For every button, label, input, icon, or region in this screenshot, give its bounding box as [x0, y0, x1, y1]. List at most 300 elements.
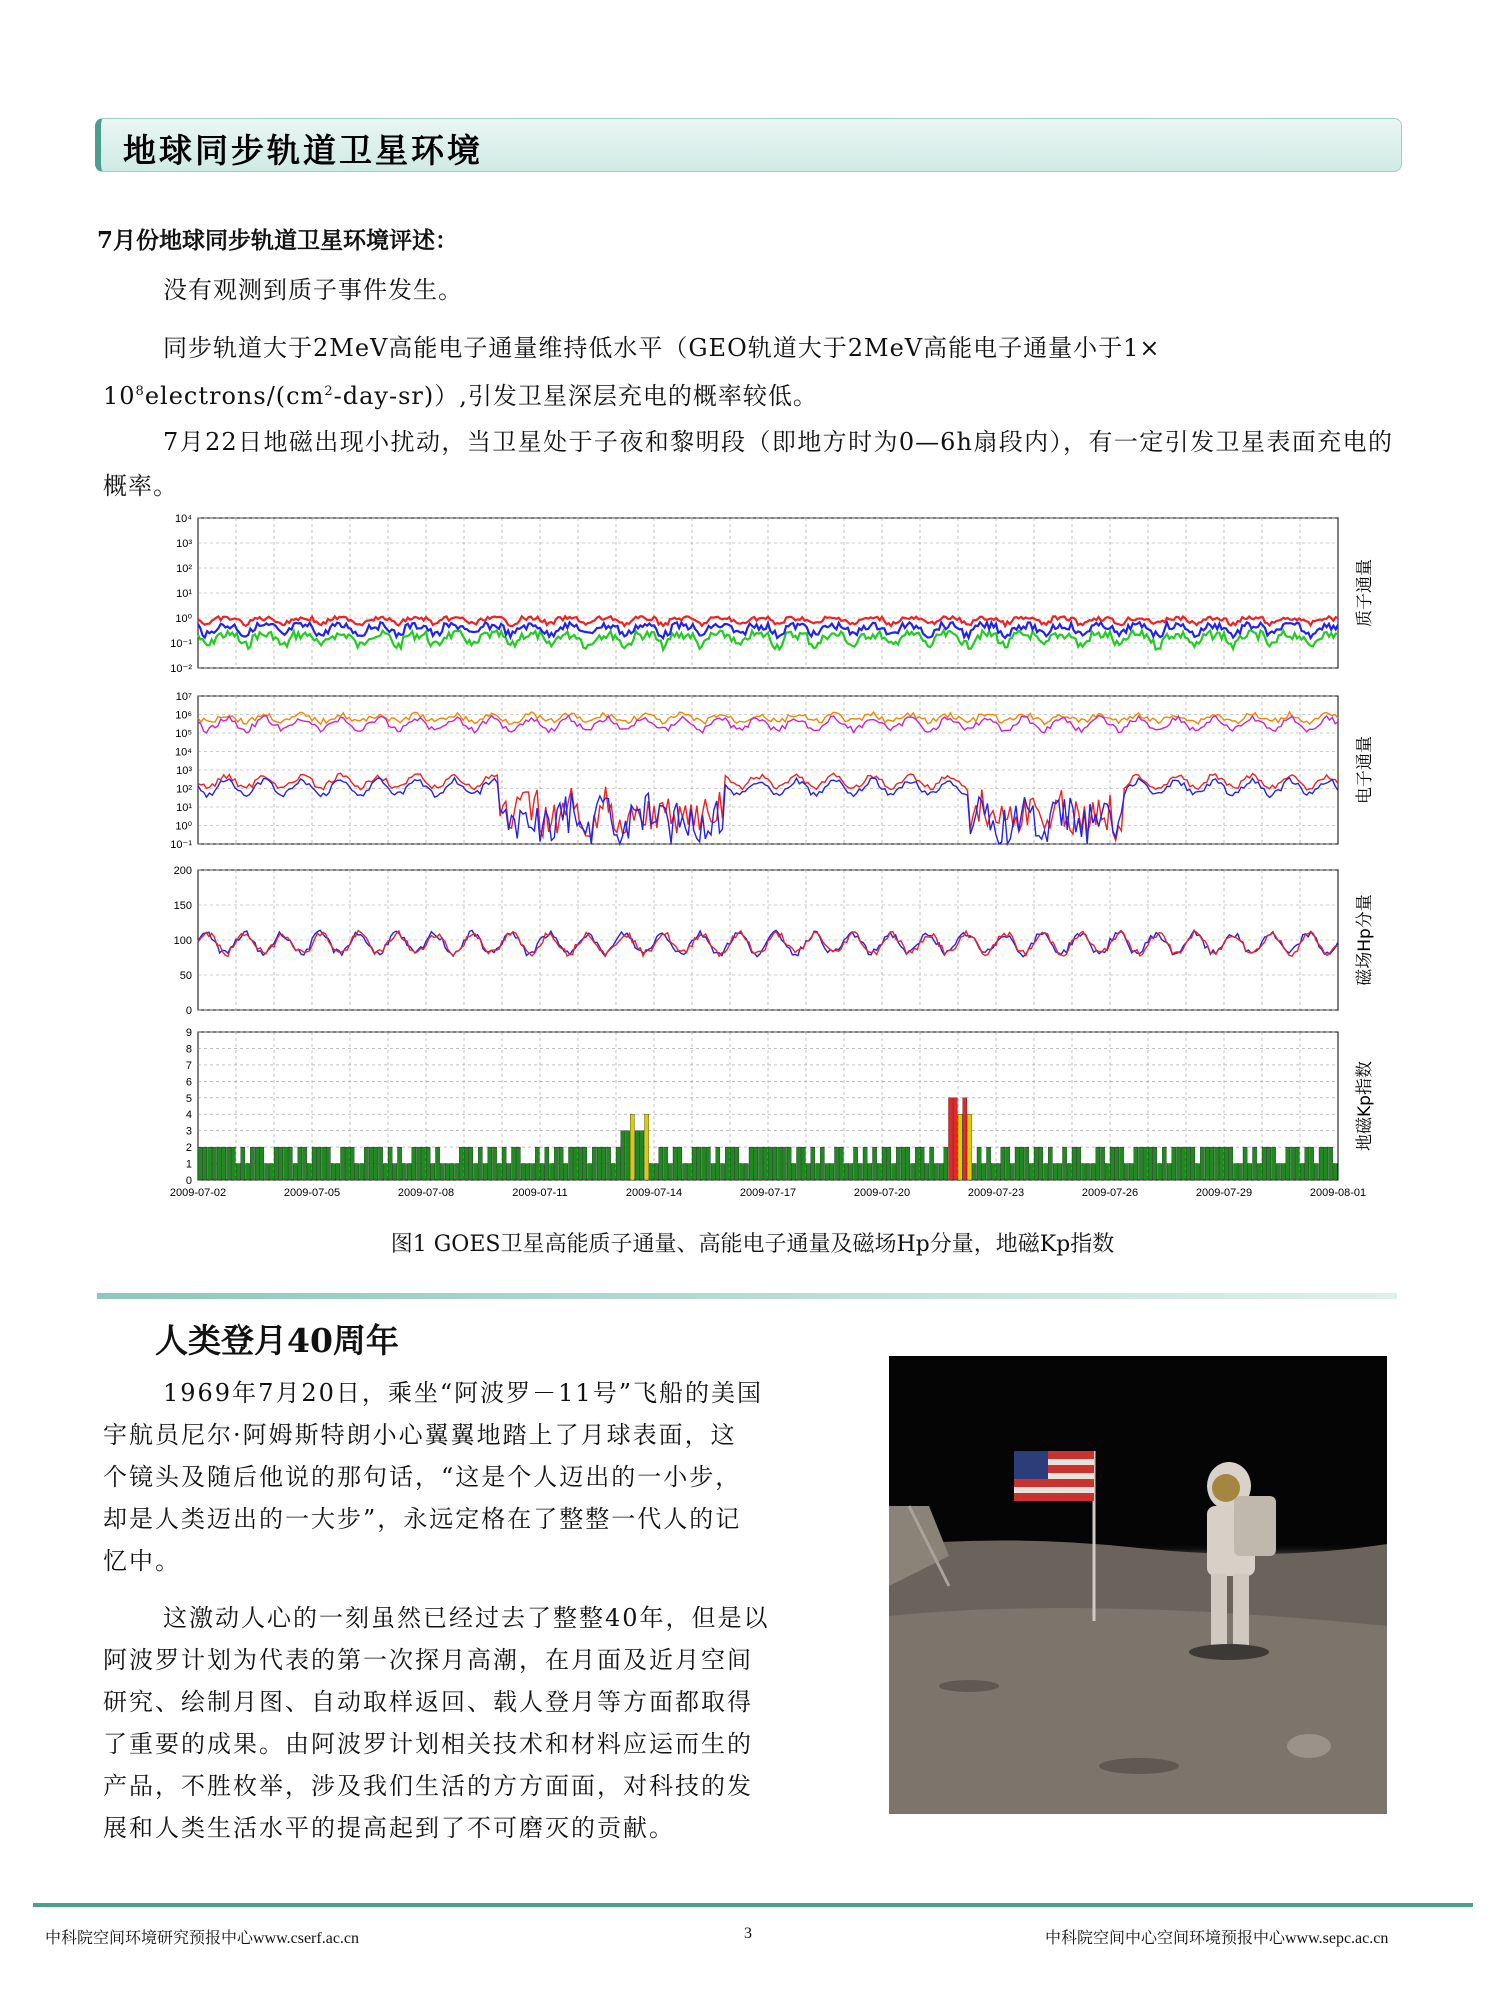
kp-bar	[958, 1114, 962, 1180]
kp-bar	[630, 1114, 634, 1180]
kp-bar	[816, 1164, 820, 1180]
kp-bar	[431, 1164, 435, 1180]
kp-bar	[1115, 1147, 1119, 1180]
kp-bar	[1305, 1147, 1309, 1180]
kp-bar	[744, 1164, 748, 1180]
kp-bar	[806, 1164, 810, 1180]
kp-bar	[825, 1164, 829, 1180]
kp-bar	[740, 1164, 744, 1180]
y-tick-label: 10⁷	[175, 691, 192, 703]
kp-bar	[1276, 1164, 1280, 1180]
kp-bar	[469, 1147, 473, 1180]
kp-bar	[668, 1164, 672, 1180]
y-tick-label: 10⁰	[175, 613, 192, 625]
kp-bar	[906, 1147, 910, 1180]
kp-bar	[797, 1147, 801, 1180]
kp-bar	[588, 1164, 592, 1180]
kp-bar	[483, 1164, 487, 1180]
kp-bar	[474, 1164, 478, 1180]
kp-bar	[222, 1147, 226, 1180]
y-tick-label: 10⁻¹	[170, 839, 192, 851]
figure-caption: 图1 GOES卫星高能质子通量、高能电子通量及磁场Hp分量，地磁Kp指数	[390, 1232, 1115, 1257]
moon-p2-line: 研究、绘制月图、自动取样返回、载人登月等方面都取得	[103, 1688, 753, 1716]
kp-bar	[255, 1147, 259, 1180]
kp-bar	[212, 1147, 216, 1180]
kp-bar	[987, 1147, 991, 1180]
paragraph-electron-line1: 同步轨道大于2MeV高能电子通量维持低水平（GEO轨道大于2MeV高能电子通量小于1×	[163, 334, 1161, 362]
moon-p2-line: 产品，不胜枚举，涉及我们生活的方方面面，对科技的发	[103, 1772, 753, 1800]
kp-bar	[269, 1164, 273, 1180]
kp-bar	[231, 1147, 235, 1180]
page-number: 3	[744, 1925, 752, 1942]
x-tick-label: 2009-07-14	[625, 1187, 683, 1199]
kp-bar	[464, 1147, 468, 1180]
kp-bar	[1167, 1164, 1171, 1180]
moon-p1-line: 个镜头及随后他说的那句话，“这是个人迈出的一小步，	[103, 1463, 742, 1491]
y-tick-label: 200	[173, 865, 192, 877]
kp-bar	[450, 1164, 454, 1180]
kp-bar	[531, 1164, 535, 1180]
kp-bar	[388, 1147, 392, 1180]
kp-bar	[915, 1147, 919, 1180]
kp-bar	[1010, 1164, 1014, 1180]
kp-bar	[336, 1164, 340, 1180]
x-tick-label: 2009-07-20	[853, 1187, 911, 1199]
kp-bar	[877, 1164, 881, 1180]
kp-bar	[279, 1147, 283, 1180]
y-tick-label: 10²	[176, 563, 192, 575]
kp-bar	[1015, 1147, 1019, 1180]
kp-bar	[341, 1147, 345, 1180]
kp-bar	[820, 1147, 824, 1180]
kp-bar	[1039, 1147, 1043, 1180]
kp-bar	[1105, 1164, 1109, 1180]
x-tick-label: 2009-07-11	[512, 1187, 568, 1199]
y-tick-label: 1	[185, 1158, 192, 1171]
moon-paragraph-2	[103, 1597, 868, 1849]
kp-bar	[968, 1114, 972, 1180]
kp-bar	[706, 1147, 710, 1180]
kp-bar	[236, 1164, 240, 1180]
kp-bar	[1234, 1164, 1238, 1180]
kp-bar	[507, 1164, 511, 1180]
kp-bar	[763, 1147, 767, 1180]
kp-bar	[1191, 1147, 1195, 1180]
kp-bar	[934, 1164, 938, 1180]
kp-bar	[892, 1164, 896, 1180]
kp-bar	[417, 1147, 421, 1180]
kp-bar	[1300, 1164, 1304, 1180]
kp-bar	[773, 1147, 777, 1180]
x-tick-label: 2009-07-23	[967, 1187, 1025, 1199]
moon-p1-line: 却是人类迈出的一大步”，永远定格在了整整一代人的记	[103, 1505, 742, 1533]
kp-bar	[592, 1147, 596, 1180]
moon-p2-line: 展和人类生活水平的提高起到了不可磨灭的贡献。	[103, 1814, 675, 1842]
kp-bar	[478, 1147, 482, 1180]
kp-bar	[512, 1147, 516, 1180]
kp-bar	[1082, 1164, 1086, 1180]
footer-rule	[33, 1903, 1473, 1907]
x-tick-label: 2009-07-02	[169, 1187, 227, 1199]
moon-section-title: 人类登月40周年	[155, 1321, 399, 1360]
kp-bar	[759, 1147, 763, 1180]
kp-bar	[896, 1147, 900, 1180]
kp-bar	[1310, 1147, 1314, 1180]
kp-bar	[849, 1164, 853, 1180]
kp-bar	[1238, 1164, 1242, 1180]
kp-bar	[1129, 1164, 1133, 1180]
kp-bar	[730, 1147, 734, 1180]
kp-bar	[839, 1147, 843, 1180]
kp-bar	[678, 1147, 682, 1180]
kp-bar	[573, 1147, 577, 1180]
kp-bar	[607, 1147, 611, 1180]
kp-bar	[369, 1147, 373, 1180]
kp-bar	[1267, 1147, 1271, 1180]
x-tick-label: 2009-07-05	[283, 1187, 341, 1199]
kp-bar	[1177, 1147, 1181, 1180]
y-tick-label: 10³	[176, 765, 192, 777]
y-tick-label: 5	[185, 1092, 192, 1105]
moon-p2-line: 了重要的成果。由阿波罗计划相关技术和材料应运而生的	[103, 1730, 753, 1758]
kp-bar	[830, 1164, 834, 1180]
kp-bar	[265, 1164, 269, 1180]
kp-bar	[697, 1147, 701, 1180]
x-tick-label: 2009-07-08	[397, 1187, 455, 1199]
kp-bar	[925, 1164, 929, 1180]
y-tick-label: 10²	[176, 783, 192, 796]
kp-bar	[687, 1164, 691, 1180]
kp-bar	[597, 1147, 601, 1180]
kp-bar	[1143, 1147, 1147, 1180]
kp-bar	[488, 1147, 492, 1180]
y-tick-label: 7	[185, 1059, 192, 1072]
y-tick-label: 10⁵	[175, 728, 192, 740]
kp-bar	[521, 1164, 525, 1180]
moon-p1-line: 宇航员尼尔·阿姆斯特朗小心翼翼地踏上了月球表面，这	[103, 1421, 737, 1449]
kp-bar	[659, 1147, 663, 1180]
kp-bar	[1006, 1147, 1010, 1180]
y-tick-label: 8	[185, 1043, 192, 1056]
y-tick-label: 6	[185, 1076, 192, 1089]
y-tick-label: 4	[185, 1109, 192, 1122]
kp-bar	[711, 1164, 715, 1180]
kp-bar	[626, 1131, 630, 1180]
kp-bar	[284, 1147, 288, 1180]
kp-bar	[1025, 1147, 1029, 1180]
kp-bar	[412, 1147, 416, 1180]
kp-bar	[426, 1147, 430, 1180]
kp-bar	[611, 1164, 615, 1180]
kp-bar	[402, 1164, 406, 1180]
panel-right-label: 地磁Kp指数	[1355, 1061, 1375, 1151]
y-tick-label: 150	[173, 900, 192, 912]
kp-bar	[702, 1147, 706, 1180]
kp-bar	[208, 1147, 212, 1180]
moon-p1-line: 忆中。	[103, 1547, 181, 1575]
x-tick-label: 2009-07-26	[1081, 1187, 1139, 1199]
kp-bar	[1229, 1147, 1233, 1180]
kp-bar	[991, 1164, 995, 1180]
kp-bar	[1333, 1164, 1337, 1180]
kp-bar	[616, 1147, 620, 1180]
panel-right-label: 电子通量	[1355, 736, 1375, 804]
kp-bar	[1091, 1164, 1095, 1180]
kp-bar	[754, 1147, 758, 1180]
kp-bar	[645, 1114, 649, 1180]
y-tick-label: 10⁰	[175, 820, 192, 833]
kp-bar	[440, 1164, 444, 1180]
kp-bar	[635, 1131, 639, 1180]
kp-bar	[1053, 1164, 1057, 1180]
flux-exponent: 8	[135, 384, 145, 399]
kp-bar	[578, 1147, 582, 1180]
kp-bar	[241, 1147, 245, 1180]
kp-bar	[360, 1164, 364, 1180]
section-title: 地球同步轨道卫星环境	[123, 131, 483, 170]
paragraph-geomagnetic: 7月22日地磁出现小扰动，当卫星处于子夜和黎明段（即地方时为0—6h扇段内），有一定引发卫星表面充电的概率。	[103, 428, 1393, 500]
kp-bar	[374, 1147, 378, 1180]
kp-bar	[1253, 1147, 1257, 1180]
kp-bar	[1120, 1147, 1124, 1180]
kp-bar	[583, 1147, 587, 1180]
y-tick-label: 10¹	[176, 588, 192, 600]
paragraph-electron-line2	[103, 370, 1393, 418]
y-tick-label: 10⁻¹	[170, 638, 192, 650]
kp-bar	[930, 1147, 934, 1180]
kp-bar	[901, 1147, 905, 1180]
kp-bar	[1001, 1147, 1005, 1180]
kp-bar	[1148, 1147, 1152, 1180]
y-tick-label: 0	[185, 1005, 192, 1017]
y-tick-label: 2	[185, 1142, 192, 1155]
kp-bar	[602, 1147, 606, 1180]
kp-bar	[721, 1164, 725, 1180]
kp-bar	[298, 1147, 302, 1180]
kp-bar	[217, 1147, 221, 1180]
kp-bar	[398, 1147, 402, 1180]
kp-bar	[1072, 1147, 1076, 1180]
paragraph-proton: 没有观测到质子事件发生。	[163, 276, 463, 304]
review-heading: 7月份地球同步轨道卫星环境评述：	[97, 227, 459, 254]
kp-bar	[1329, 1147, 1333, 1180]
kp-bar	[569, 1147, 573, 1180]
kp-bar	[445, 1164, 449, 1180]
kp-bar	[1134, 1147, 1138, 1180]
kp-bar	[963, 1098, 967, 1180]
kp-bar	[1044, 1164, 1048, 1180]
kp-bar	[317, 1147, 321, 1180]
y-tick-label: 10⁶	[175, 709, 192, 722]
kp-bar	[1219, 1147, 1223, 1180]
paragraph-electron	[103, 326, 1393, 418]
y-tick-label: 100	[173, 935, 192, 947]
kp-bar	[1058, 1164, 1062, 1180]
kp-bar	[260, 1147, 264, 1180]
kp-bar	[1162, 1147, 1166, 1180]
kp-bar	[1243, 1147, 1247, 1180]
kp-bar	[811, 1147, 815, 1180]
kp-bar	[1077, 1147, 1081, 1180]
kp-bar	[725, 1147, 729, 1180]
kp-bar	[350, 1147, 354, 1180]
kp-bar	[227, 1147, 231, 1180]
kp-bar	[1086, 1164, 1090, 1180]
kp-bar	[540, 1164, 544, 1180]
kp-bar	[621, 1131, 625, 1180]
kp-bar	[782, 1147, 786, 1180]
kp-bar	[844, 1164, 848, 1180]
kp-bar	[1262, 1147, 1266, 1180]
kp-bar	[497, 1164, 501, 1180]
kp-bar	[459, 1147, 463, 1180]
moon-paragraph-1	[103, 1372, 868, 1582]
kp-bar	[664, 1147, 668, 1180]
kp-bar	[972, 1164, 976, 1180]
kp-bar	[1319, 1147, 1323, 1180]
kp-bar	[977, 1147, 981, 1180]
kp-bar	[801, 1147, 805, 1180]
kp-bar	[882, 1147, 886, 1180]
kp-bar	[939, 1164, 943, 1180]
kp-bar	[383, 1164, 387, 1180]
kp-bar	[854, 1147, 858, 1180]
section-divider	[97, 1293, 1397, 1299]
kp-bar	[355, 1164, 359, 1180]
kp-bar	[1096, 1147, 1100, 1180]
kp-bar	[1272, 1147, 1276, 1180]
kp-bar	[1314, 1164, 1318, 1180]
kp-bar	[1124, 1164, 1128, 1180]
kp-bar	[1139, 1147, 1143, 1180]
panel-right-label: 磁场Hp分量	[1355, 894, 1375, 986]
kp-bar	[1205, 1147, 1209, 1180]
kp-bar	[274, 1147, 278, 1180]
y-tick-label: 10⁻²	[170, 663, 192, 675]
kp-bar	[364, 1147, 368, 1180]
kp-bar	[873, 1147, 877, 1180]
footer-right: 中科院空间中心空间环境预报中心www.sepc.ac.cn	[1045, 1930, 1389, 1947]
kp-bar	[1248, 1164, 1252, 1180]
paragraph-electron-end: -day-sr)）,引发卫星深层充电的概率较低。	[333, 382, 818, 410]
kp-bar	[1291, 1147, 1295, 1180]
y-tick-label: 9	[185, 1027, 192, 1039]
kp-bar	[345, 1147, 349, 1180]
kp-bar	[735, 1147, 739, 1180]
unit-exponent: 2	[324, 384, 334, 399]
kp-bar	[911, 1164, 915, 1180]
kp-bar	[692, 1147, 696, 1180]
kp-bar	[1172, 1147, 1176, 1180]
kp-bar	[250, 1147, 254, 1180]
kp-bar	[996, 1164, 1000, 1180]
kp-bar	[792, 1164, 796, 1180]
kp-bar	[1224, 1147, 1228, 1180]
panel-right-label: 质子通量	[1355, 559, 1375, 627]
kp-bar	[554, 1147, 558, 1180]
apollo-moon-photo	[889, 1356, 1387, 1814]
flux-unit: electrons/(cm	[144, 382, 325, 410]
section-banner	[95, 118, 1402, 172]
kp-bar	[550, 1164, 554, 1180]
kp-bar	[545, 1147, 549, 1180]
kp-bar	[1295, 1147, 1299, 1180]
kp-bar	[322, 1147, 326, 1180]
y-tick-label: 10³	[176, 538, 192, 550]
kp-bar	[559, 1147, 563, 1180]
x-tick-label: 2009-08-01	[1309, 1187, 1367, 1199]
kp-bar	[1020, 1147, 1024, 1180]
y-tick-label: 10⁴	[175, 746, 192, 759]
kp-bar	[835, 1147, 839, 1180]
moon-p2-line: 阿波罗计划为代表的第一次探月高潮，在月面及近月空间	[103, 1646, 753, 1674]
kp-bar	[493, 1147, 497, 1180]
kp-bar	[944, 1147, 948, 1180]
kp-bar	[1153, 1147, 1157, 1180]
moon-p2-line: 这激动人心的一刻虽然已经过去了整整40年，但是以	[163, 1604, 770, 1632]
kp-bar	[1063, 1147, 1067, 1180]
kp-bar	[516, 1147, 520, 1180]
kp-bar	[654, 1164, 658, 1180]
kp-bar	[953, 1098, 957, 1180]
kp-bar	[640, 1131, 644, 1180]
kp-bar	[768, 1147, 772, 1180]
y-tick-label: 50	[179, 970, 192, 982]
kp-bar	[1200, 1147, 1204, 1180]
goes-figure	[148, 500, 1388, 1200]
kp-bar	[303, 1147, 307, 1180]
kp-bar	[858, 1164, 862, 1180]
kp-bar	[1158, 1164, 1162, 1180]
kp-bar	[421, 1147, 425, 1180]
kp-bar	[1281, 1164, 1285, 1180]
kp-bar	[393, 1164, 397, 1180]
moon-p1-line: 1969年7月20日，乘坐“阿波罗－11号”飞船的美国	[163, 1379, 763, 1407]
kp-bar	[673, 1147, 677, 1180]
kp-bar	[288, 1147, 292, 1180]
kp-bar	[949, 1098, 953, 1180]
kp-bar	[293, 1164, 297, 1180]
kp-bar	[1196, 1164, 1200, 1180]
kp-bar	[749, 1147, 753, 1180]
x-tick-label: 2009-07-17	[739, 1187, 797, 1199]
kp-bar	[1324, 1147, 1328, 1180]
kp-bar	[1186, 1147, 1190, 1180]
kp-bar	[1257, 1164, 1261, 1180]
kp-bar	[564, 1164, 568, 1180]
y-tick-label: 10¹	[176, 802, 192, 814]
kp-bar	[1181, 1147, 1185, 1180]
kp-bar	[1067, 1164, 1071, 1180]
kp-bar	[379, 1147, 383, 1180]
kp-bar	[787, 1147, 791, 1180]
kp-bar	[502, 1147, 506, 1180]
kp-bar	[716, 1147, 720, 1180]
kp-bar	[1210, 1147, 1214, 1180]
kp-bar	[868, 1164, 872, 1180]
x-tick-label: 2009-07-29	[1195, 1187, 1253, 1199]
kp-bar	[887, 1147, 891, 1180]
kp-bar	[203, 1147, 207, 1180]
kp-bar	[1029, 1164, 1033, 1180]
goes-chart	[148, 500, 1388, 1200]
kp-bar	[326, 1147, 330, 1180]
y-tick-label: 10⁴	[175, 513, 192, 525]
kp-bar	[1286, 1147, 1290, 1180]
kp-bar	[1034, 1147, 1038, 1180]
footer-left: 中科院空间环境研究预报中心www.cserf.ac.cn	[45, 1930, 360, 1947]
flux-base: 10	[103, 382, 136, 410]
